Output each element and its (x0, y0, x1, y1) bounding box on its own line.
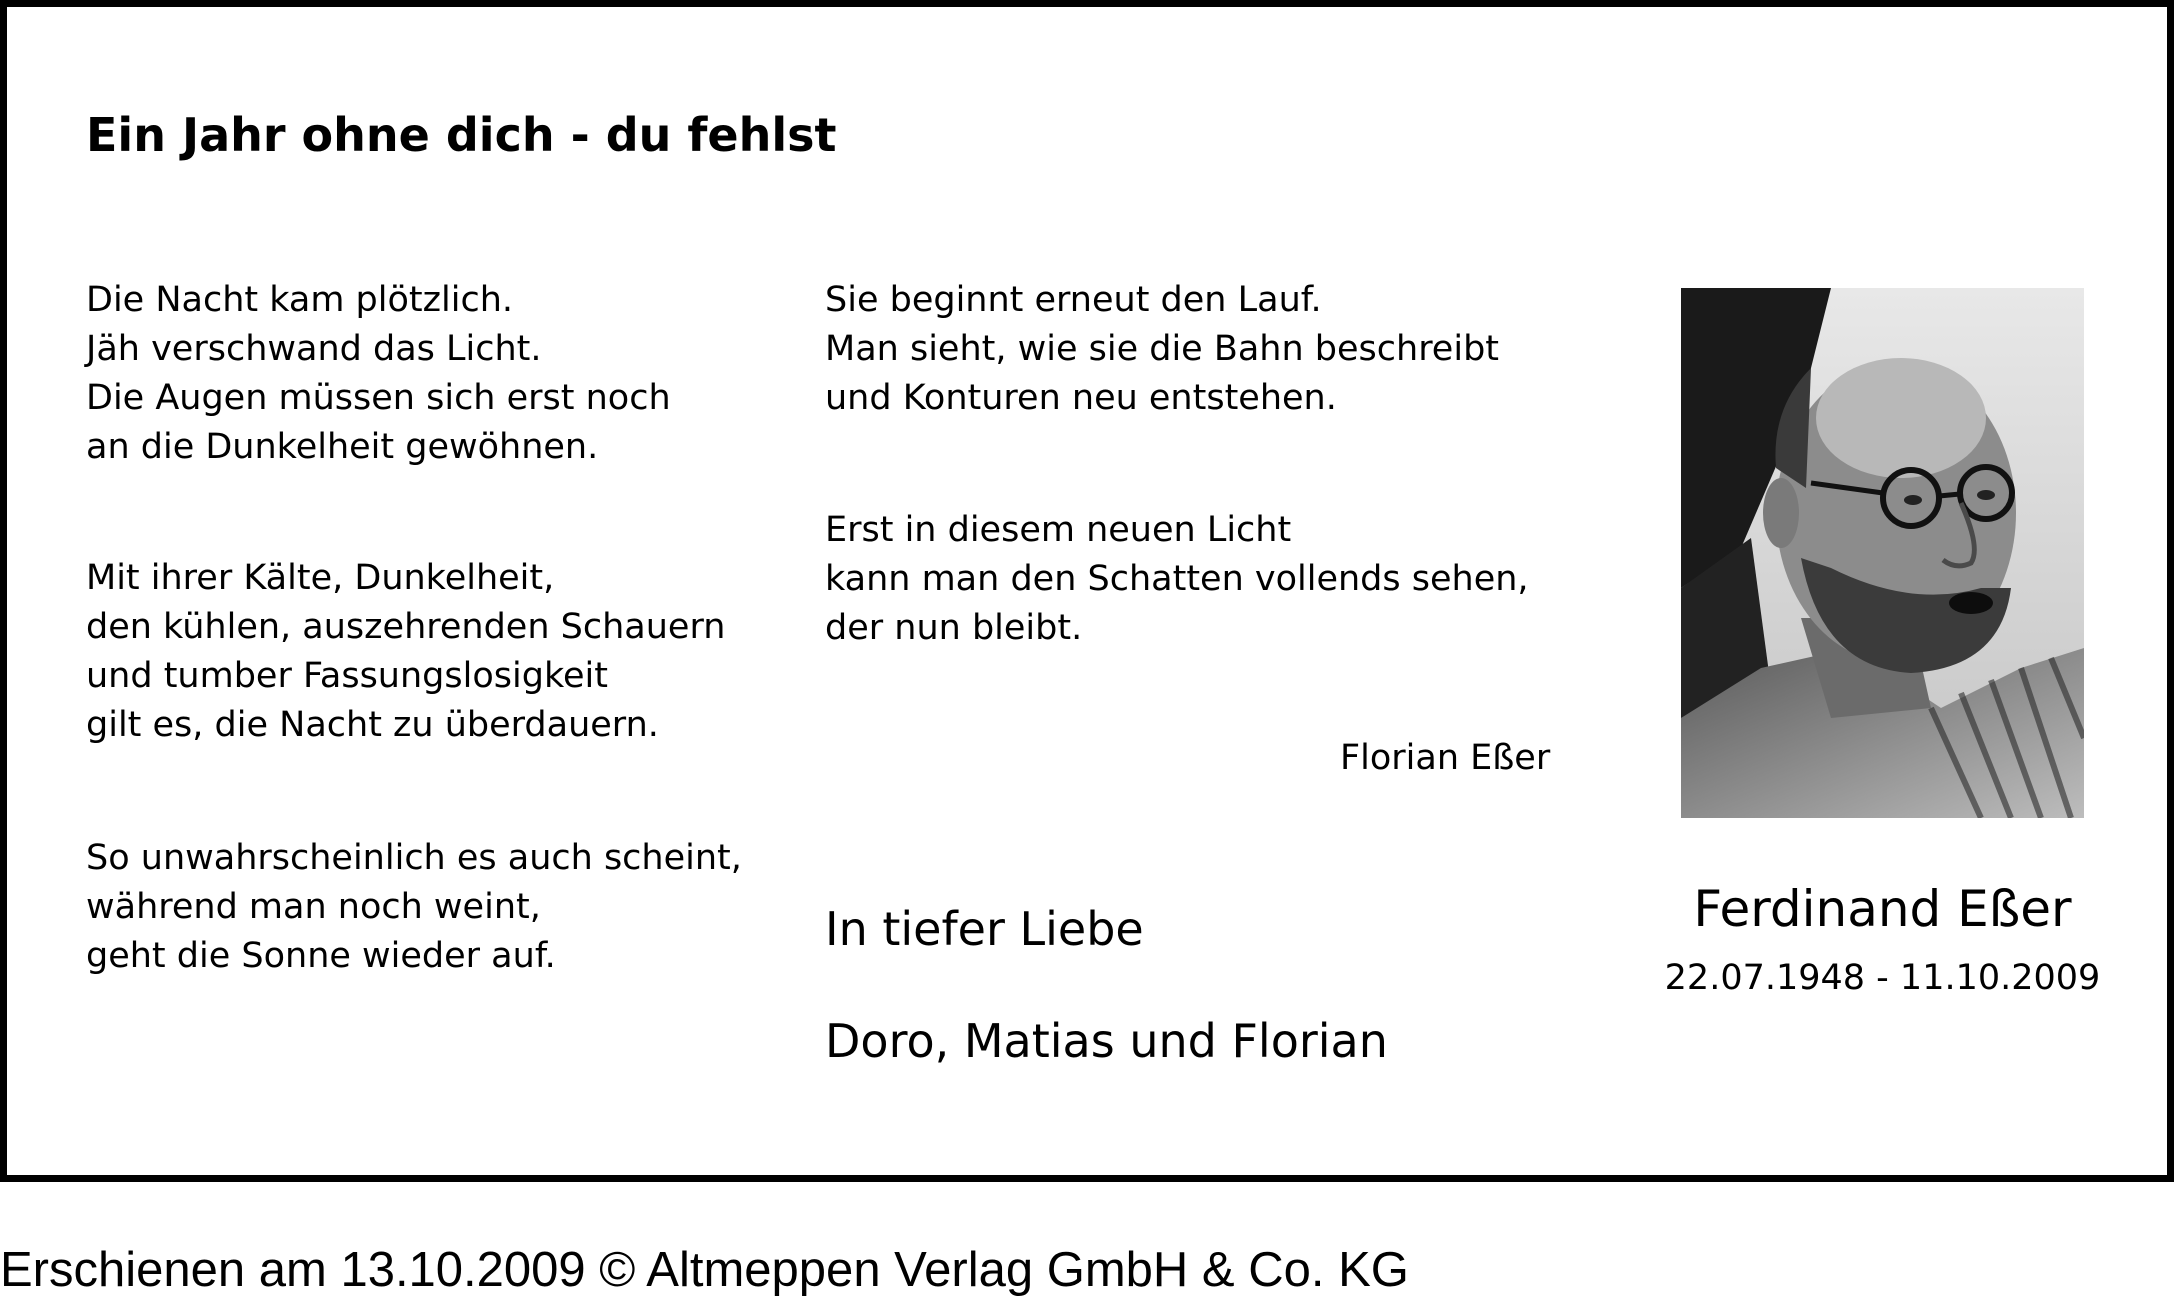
poem-line: und tumber Fassungslosigkeit (86, 656, 608, 696)
poem-stanza-2 (86, 554, 725, 750)
portrait-image (1681, 288, 2084, 818)
poem-line: Erst in diesem neuen Licht (825, 510, 1292, 550)
dedication-phrase: In tiefer Liebe (825, 902, 1144, 956)
poem-line: Jäh verschwand das Licht. (86, 329, 542, 369)
deceased-name: Ferdinand Eßer (1693, 880, 2072, 938)
poem-stanza-3 (86, 834, 742, 981)
poem-stanza-1 (86, 276, 671, 472)
poem-line: Die Nacht kam plötzlich. (86, 280, 514, 320)
publication-footer: Erschienen am 13.10.2009 © Altmeppen Verlag GmbH & Co. KG (0, 1243, 1409, 1297)
poem-line: den kühlen, auszehrenden Schauern (86, 607, 726, 647)
poem-line: geht die Sonne wieder auf. (86, 936, 556, 976)
notice-title: Ein Jahr ohne dich - du fehlst (86, 108, 837, 162)
poem-stanza-5 (825, 506, 1529, 653)
mourners-names: Doro, Matias und Florian (825, 1014, 1388, 1068)
poem-author: Florian Eßer (1340, 738, 1551, 778)
life-dates: 22.07.1948 - 11.10.2009 (1664, 958, 2101, 998)
poem-line: Man sieht, wie sie die Bahn beschreibt (825, 329, 1500, 369)
poem-line: und Konturen neu entstehen. (825, 378, 1337, 418)
poem-line: Die Augen müssen sich erst noch (86, 378, 671, 418)
poem-line: Mit ihrer Kälte, Dunkelheit, (86, 558, 555, 598)
poem-line: der nun bleibt. (825, 608, 1083, 648)
poem-line: So unwahrscheinlich es auch scheint, (86, 838, 742, 878)
portrait-photo (1681, 288, 2084, 818)
poem-line: während man noch weint, (86, 887, 541, 927)
poem-line: Sie beginnt erneut den Lauf. (825, 280, 1322, 320)
poem-line: gilt es, die Nacht zu überdauern. (86, 705, 659, 745)
poem-line: kann man den Schatten vollends sehen, (825, 559, 1529, 599)
poem-line: an die Dunkelheit gewöhnen. (86, 427, 599, 467)
poem-stanza-4 (825, 276, 1499, 423)
